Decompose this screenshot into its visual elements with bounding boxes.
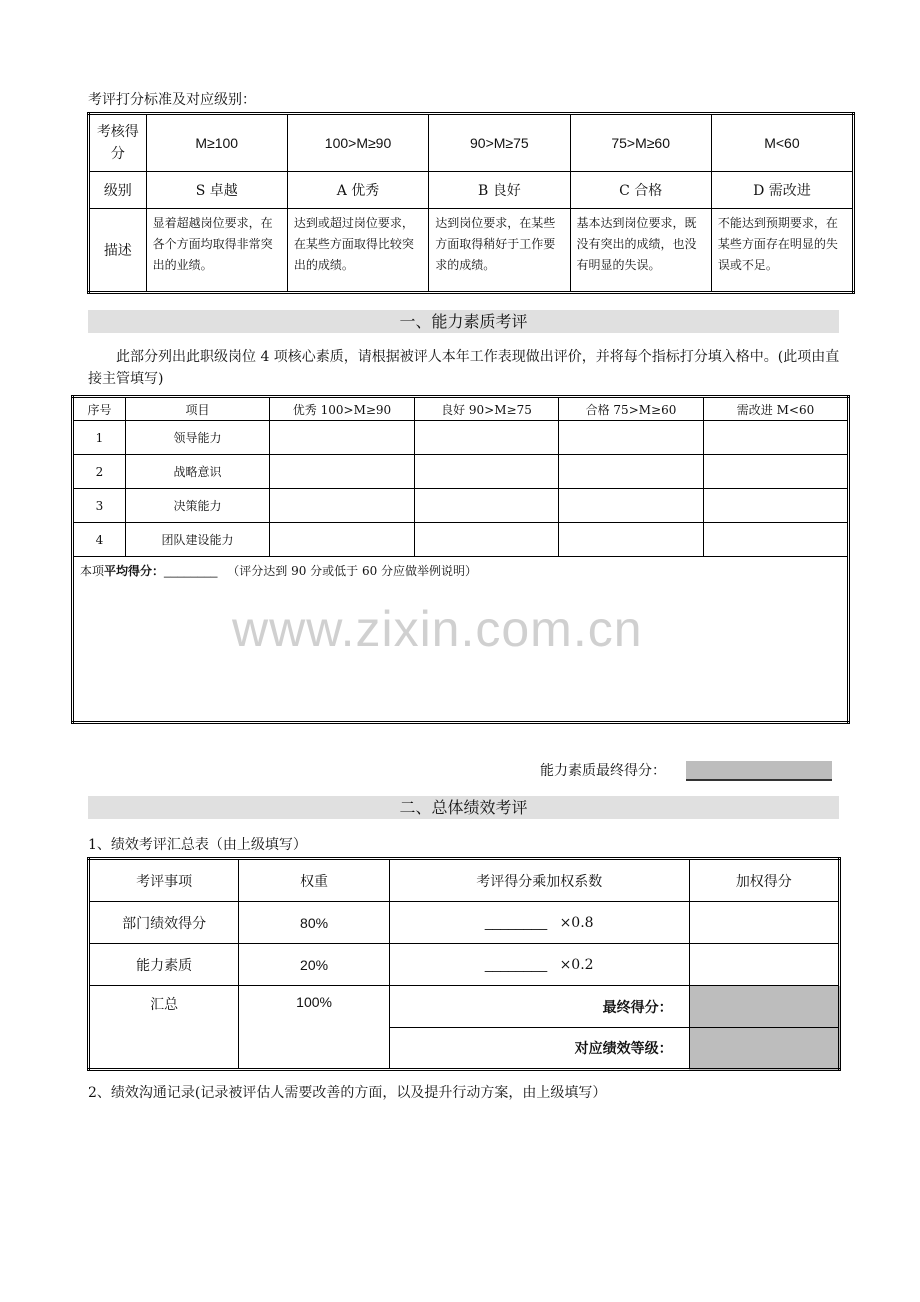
avg-prefix: 本项 bbox=[80, 564, 105, 578]
total-weight: 100% bbox=[239, 986, 389, 1070]
grade-standard-title: 考评打分标准及对应级别： bbox=[88, 92, 256, 108]
header-item: 考评事项 bbox=[89, 859, 239, 902]
score-cell[interactable] bbox=[559, 421, 704, 455]
score-cell[interactable] bbox=[415, 523, 559, 557]
score-range-d: M<60 bbox=[711, 114, 853, 172]
section1-intro: 此部分列出此职级岗位 4 项核心素质，请根据被评人本年工作表现做出评价，并将每个指标打分填入格中。(此项由直接主管填写) bbox=[88, 349, 840, 387]
weighted-score-cell[interactable] bbox=[689, 944, 839, 986]
table-row bbox=[89, 944, 840, 986]
row-no: 4 bbox=[73, 523, 126, 557]
row-item: 团队建设能力 bbox=[126, 523, 270, 557]
level-c: C 合格 bbox=[570, 172, 711, 209]
desc-c: 基本达到岗位要求，既没有突出的成绩，也没有明显的失误。 bbox=[570, 209, 711, 293]
score-cell[interactable] bbox=[415, 489, 559, 523]
score-blank[interactable]: ________ bbox=[484, 956, 548, 972]
weighted-score-cell[interactable] bbox=[689, 902, 839, 944]
score-cell[interactable] bbox=[270, 421, 415, 455]
score-cell[interactable] bbox=[270, 455, 415, 489]
row-no: 3 bbox=[73, 489, 126, 523]
final-score-label: 最终得分： bbox=[389, 986, 689, 1028]
grade-standard-table bbox=[87, 112, 855, 294]
header-multiply: 考评得分乘加权系数 bbox=[389, 859, 689, 902]
row-item: 部门绩效得分 bbox=[89, 902, 239, 944]
level-a: A 优秀 bbox=[287, 172, 428, 209]
row-weight: 20% bbox=[239, 944, 389, 986]
score-cell[interactable] bbox=[559, 523, 704, 557]
score-range-c: 75>M≥60 bbox=[570, 114, 711, 172]
desc-a: 达到或超过岗位要求，在某些方面取得比较突出的成绩。 bbox=[287, 209, 428, 293]
header-improve: 需改进 M<60 bbox=[704, 397, 849, 421]
level-d: D 需改进 bbox=[711, 172, 853, 209]
section1-title-bar: 一、能力素质考评 bbox=[88, 310, 839, 333]
row-item: 决策能力 bbox=[126, 489, 270, 523]
header-excellent: 优秀 100>M≥90 bbox=[270, 397, 415, 421]
row-no: 2 bbox=[73, 455, 126, 489]
section2-title-bar: 二、总体绩效考评 bbox=[88, 796, 839, 819]
watermark: www.zixin.com.cn bbox=[232, 601, 643, 657]
coefficient: ×0.8 bbox=[559, 915, 594, 931]
table-row bbox=[89, 902, 840, 944]
score-cell[interactable] bbox=[415, 421, 559, 455]
header-no: 序号 bbox=[73, 397, 126, 421]
avg-note: （评分达到 90 分或低于 60 分应做举例说明） bbox=[227, 564, 478, 578]
level-b: B 良好 bbox=[429, 172, 570, 209]
desc-s: 显着超越岗位要求，在各个方面均取得非常突出的业绩。 bbox=[146, 209, 287, 293]
final-grade-field[interactable] bbox=[689, 1028, 839, 1070]
coefficient: ×0.2 bbox=[559, 957, 594, 973]
final-grade-label: 对应绩效等级： bbox=[389, 1028, 689, 1070]
table-row bbox=[73, 421, 849, 455]
score-range-b: 90>M≥75 bbox=[429, 114, 570, 172]
score-cell[interactable] bbox=[559, 455, 704, 489]
ability-final-score bbox=[540, 760, 666, 780]
row-item: 领导能力 bbox=[126, 421, 270, 455]
header-weight: 权重 bbox=[239, 859, 389, 902]
ability-final-label: 能力素质最终得分： bbox=[540, 763, 666, 779]
row-weight: 80% bbox=[239, 902, 389, 944]
row-item: 能力素质 bbox=[89, 944, 239, 986]
ability-final-score-field[interactable] bbox=[686, 761, 832, 781]
score-cell[interactable] bbox=[704, 523, 849, 557]
total-label: 汇总 bbox=[89, 986, 239, 1070]
final-score-field[interactable] bbox=[689, 986, 839, 1028]
table-row bbox=[73, 523, 849, 557]
header-pass: 合格 75>M≥60 bbox=[559, 397, 704, 421]
score-cell[interactable] bbox=[559, 489, 704, 523]
score-cell[interactable] bbox=[704, 455, 849, 489]
level-s: S 卓越 bbox=[146, 172, 287, 209]
table-row bbox=[73, 489, 849, 523]
row-item: 战略意识 bbox=[126, 455, 270, 489]
table-row bbox=[73, 455, 849, 489]
score-cell[interactable] bbox=[270, 523, 415, 557]
summary-table bbox=[87, 857, 841, 1071]
desc-b: 达到岗位要求，在某些方面取得稍好于工作要求的成绩。 bbox=[429, 209, 570, 293]
row-label-desc: 描述 bbox=[89, 209, 147, 293]
communication-subtitle: 2、绩效沟通记录(记录被评估人需要改善的方面，以及提升行动方案，由上级填写） bbox=[88, 1085, 607, 1101]
row-label-score: 考核得分 bbox=[89, 114, 147, 172]
row-multiply[interactable] bbox=[389, 902, 689, 944]
row-no: 1 bbox=[73, 421, 126, 455]
score-cell[interactable] bbox=[704, 421, 849, 455]
row-multiply[interactable] bbox=[389, 944, 689, 986]
score-range-a: 100>M≥90 bbox=[287, 114, 428, 172]
header-item: 项目 bbox=[126, 397, 270, 421]
score-range-s: M≥100 bbox=[146, 114, 287, 172]
header-weighted-score: 加权得分 bbox=[689, 859, 839, 902]
header-good: 良好 90>M≥75 bbox=[415, 397, 559, 421]
desc-d: 不能达到预期要求，在某些方面存在明显的失误或不足。 bbox=[711, 209, 853, 293]
score-cell[interactable] bbox=[704, 489, 849, 523]
avg-label: 平均得分： bbox=[104, 564, 165, 578]
score-blank[interactable]: ________ bbox=[484, 914, 548, 930]
avg-blank[interactable]: ________ bbox=[164, 564, 218, 578]
row-label-level: 级别 bbox=[89, 172, 147, 209]
summary-subtitle: 1、绩效考评汇总表（由上级填写） bbox=[88, 837, 307, 853]
score-cell[interactable] bbox=[415, 455, 559, 489]
score-cell[interactable] bbox=[270, 489, 415, 523]
ability-table bbox=[71, 395, 850, 724]
